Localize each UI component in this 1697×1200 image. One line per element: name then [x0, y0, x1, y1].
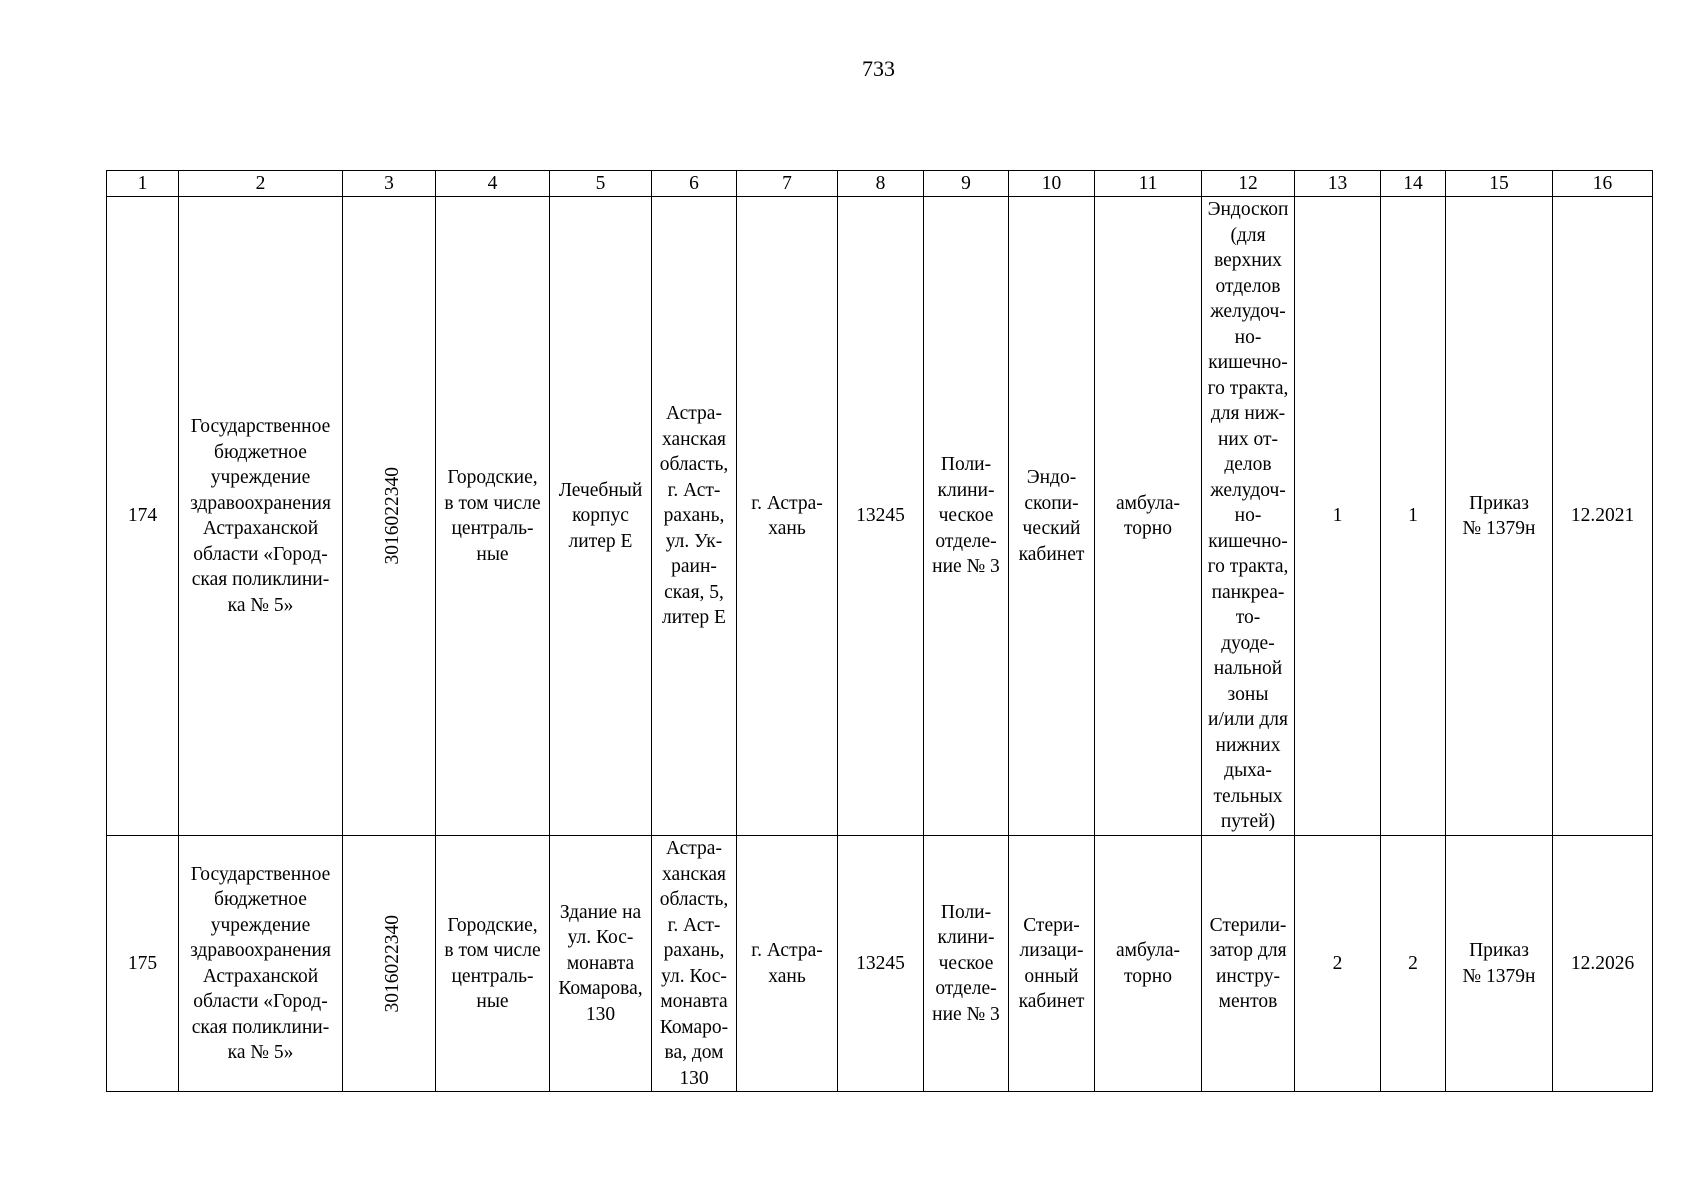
- date: 12.2021: [1553, 197, 1653, 836]
- building-name: Лечебный корпус литер Е: [550, 197, 652, 836]
- equipment-description: Эндоскоп (для верхних отделов желудоч- но- кишечно- го тракта, для ниж- них от- делов желудоч- но- кишечно- го тракта, панкреа- то- дуоде- нальной зоны и/или для нижних дыха- тельных путей): [1202, 197, 1295, 836]
- inn-cell: [343, 197, 436, 836]
- equipment-table: [106, 170, 1653, 1092]
- quantity-b: 2: [1381, 836, 1446, 1092]
- department: Поли- клини- ческое отделе- ние № 3: [924, 836, 1009, 1092]
- row-number: 174: [107, 197, 179, 836]
- column-header: 12: [1202, 171, 1295, 197]
- address: Астра- ханская область, г. Аст- рахань, ул. Ук- раин- ская, 5, литер Е: [652, 197, 737, 836]
- room: Стери- лизаци- онный кабинет: [1009, 836, 1095, 1092]
- column-header: 5: [550, 171, 652, 197]
- inn-value: 3016022340: [382, 467, 403, 565]
- column-header: 2: [179, 171, 343, 197]
- quantity-a: 1: [1295, 197, 1381, 836]
- inn-cell: [343, 836, 436, 1092]
- column-header: 1: [107, 171, 179, 197]
- page-number: 733: [862, 56, 895, 81]
- column-header: 4: [436, 171, 550, 197]
- column-header: 15: [1446, 171, 1553, 197]
- column-header: 11: [1095, 171, 1202, 197]
- address: Астра- ханская область, г. Аст- рахань, ул. Кос- монавта Комаро- ва, дом 130: [652, 836, 737, 1092]
- quantity-b: 1: [1381, 197, 1446, 836]
- column-header: 7: [737, 171, 838, 197]
- date: 12.2026: [1553, 836, 1653, 1092]
- settlement-type: Городские, в том числе централь- ные: [436, 836, 550, 1092]
- column-header: 10: [1009, 171, 1095, 197]
- equipment-description: Стерили- затор для инстру- ментов: [1202, 836, 1295, 1092]
- column-header: 8: [838, 171, 924, 197]
- column-number-row: [107, 171, 1653, 197]
- column-header: 16: [1553, 171, 1653, 197]
- table-row: [107, 836, 1653, 1092]
- inn-value: 3016022340: [382, 914, 403, 1013]
- order-reference: Приказ № 1379н: [1446, 197, 1553, 836]
- building-name: Здание на ул. Кос- монавта Комарова, 130: [550, 836, 652, 1092]
- quantity-a: 2: [1295, 836, 1381, 1092]
- code: 13245: [838, 836, 924, 1092]
- settlement-type: Городские, в том числе централь- ные: [436, 197, 550, 836]
- city: г. Астра- хань: [737, 197, 838, 836]
- column-header: 13: [1295, 171, 1381, 197]
- department: Поли- клини- ческое отделе- ние № 3: [924, 197, 1009, 836]
- room: Эндо- скопи- ческий кабинет: [1009, 197, 1095, 836]
- organization-name: Государственное бюджетное учреждение здравоохранения Астраханской области «Город- ская поликлини- ка № 5»: [179, 197, 343, 836]
- care-mode: амбула- торно: [1095, 197, 1202, 836]
- organization-name: Государственное бюджетное учреждение здравоохранения Астраханской области «Город- ская поликлини- ка № 5»: [179, 836, 343, 1092]
- table-row: [107, 197, 1653, 836]
- code: 13245: [838, 197, 924, 836]
- care-mode: амбула- торно: [1095, 836, 1202, 1092]
- column-header: 14: [1381, 171, 1446, 197]
- city: г. Астра- хань: [737, 836, 838, 1092]
- column-header: 9: [924, 171, 1009, 197]
- order-reference: Приказ № 1379н: [1446, 836, 1553, 1092]
- row-number: 175: [107, 836, 179, 1092]
- column-header: 3: [343, 171, 436, 197]
- column-header: 6: [652, 171, 737, 197]
